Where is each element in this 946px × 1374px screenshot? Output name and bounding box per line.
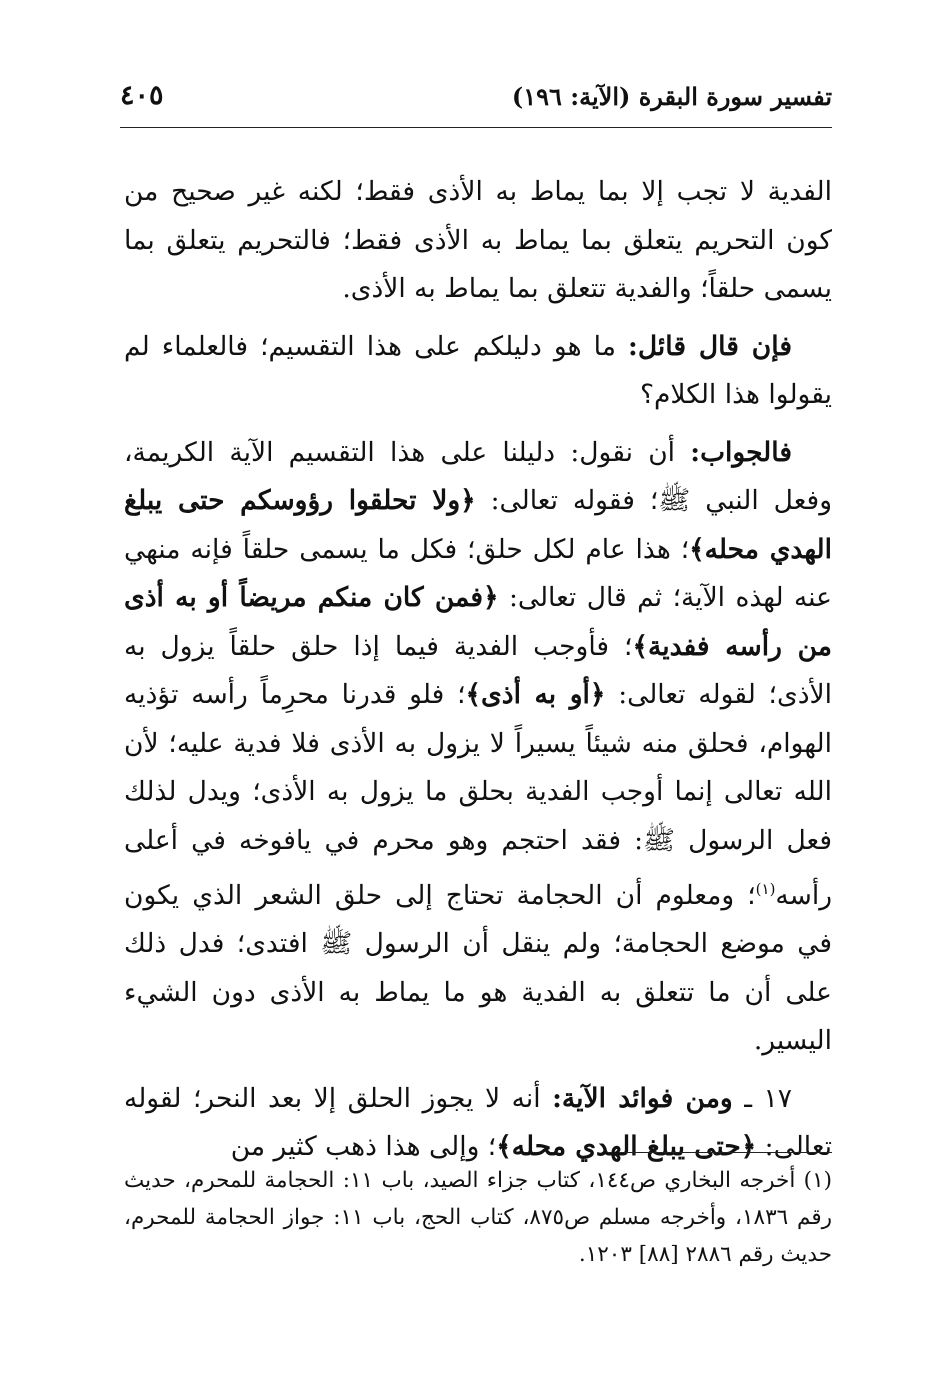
- header-rule: [120, 127, 832, 128]
- question-text: ما هو دليلكم على هذا التقسيم؛ فالعلماء لم يقولوا هذا الكلام؟: [124, 330, 832, 410]
- answer-text-5: ؛ ومعلوم أن الحجامة تحتاج إلى حلق الشعر الذي يكون في موضع الحجامة؛ ولم ينقل أن الرسول ﷺ افتدى؛ فدل ذلك على أن ما تتعلق به الفدية هو ما يماط به الأذى دون الشيء اليسير.: [124, 879, 832, 1057]
- page-header: [120, 80, 832, 120]
- main-text: [124, 168, 832, 1172]
- quran-quote-1: ﴿ولا تحلقوا رؤوسكم حتى يبلغ الهدي محله﴾: [124, 485, 832, 565]
- paragraph-3: [124, 429, 832, 1066]
- point-text-2: ؛ وإلى هذا ذهب كثير من: [230, 1131, 497, 1163]
- running-title: تفسير سورة البقرة (الآية: ١٩٦): [511, 82, 832, 111]
- footnote-1: (١) أخرجه البخاري ص١٤٤، كتاب جزاء الصيد، باب ١١: الحجامة للمحرم، حديث رقم ١٨٣٦، وأخرجه مسلم ص٨٧٥، كتاب الحج، باب ١١: جواز الحجامة للمحرم، حديث رقم ٢٨٨٦ [٨٨] ١٢٠٣.: [124, 1168, 833, 1267]
- quran-quote-2: ﴿فمن كان منكم مريضاً أو به أذى من رأسه ففدية﴾: [124, 582, 832, 662]
- quran-quote-4: ﴿حتى يبلغ الهدي محله﴾: [496, 1131, 757, 1163]
- answer-lead: فالجواب:: [690, 436, 792, 468]
- answer-text-3: ؛ فأوجب الفدية فيما إذا حلق حلقاً يزول به الأذى؛ لقوله تعالى:: [124, 630, 832, 710]
- paragraph-4: [124, 1075, 832, 1172]
- quran-quote-3: ﴿أو به أذى﴾: [465, 679, 606, 710]
- paragraph-1: الفدية لا تجب إلا بما يماط به الأذى فقط؛ لكنه غير صحيح من كون التحريم يتعلق بما يماط به الأذى فقط؛ فالتحريم يتعلق بما يسمى حلقاً؛ والفدية تتعلق بما يماط به الأذى.: [124, 176, 832, 304]
- point-text-1: أنه لا يجوز الحلق إلا بعد النحر؛ لقوله تعالى:: [124, 1082, 832, 1163]
- paragraph-2: [124, 323, 832, 420]
- point-number: ١٧ ـ: [732, 1082, 792, 1114]
- point-heading: ومن فوائد الآية:: [552, 1082, 733, 1114]
- answer-text-1: أن نقول: دليلنا على هذا التقسيم الآية الكريمة، وفعل النبي ﷺ؛ فقوله تعالى:: [124, 436, 832, 516]
- footnote-marker: (١): [755, 880, 776, 898]
- footnotes: [124, 1162, 832, 1273]
- question-lead: فإن قال قائل:: [628, 330, 792, 362]
- footnote-separator: [622, 1152, 832, 1153]
- answer-text-2: ؛ هذا عام لكل حلق؛ فكل ما يسمى حلقاً فإنه منهي عنه لهذه الآية؛ ثم قال تعالى:: [124, 533, 832, 613]
- page-number: ٤٠٥: [120, 80, 164, 111]
- answer-text-4: ؛ فلو قدرنا محرِماً رأسه تؤذيه الهوام، فحلق منه شيئاً يسيراً لا يزول به الأذى فلا فدية عليه؛ لأن الله تعالى إنما أوجب الفدية بحلق ما يزول به الأذى؛ ويدل لذلك فعل الرسول ﷺ: فقد احتجم وهو محرم في يافوخه في أعلى رأسه: [124, 679, 832, 911]
